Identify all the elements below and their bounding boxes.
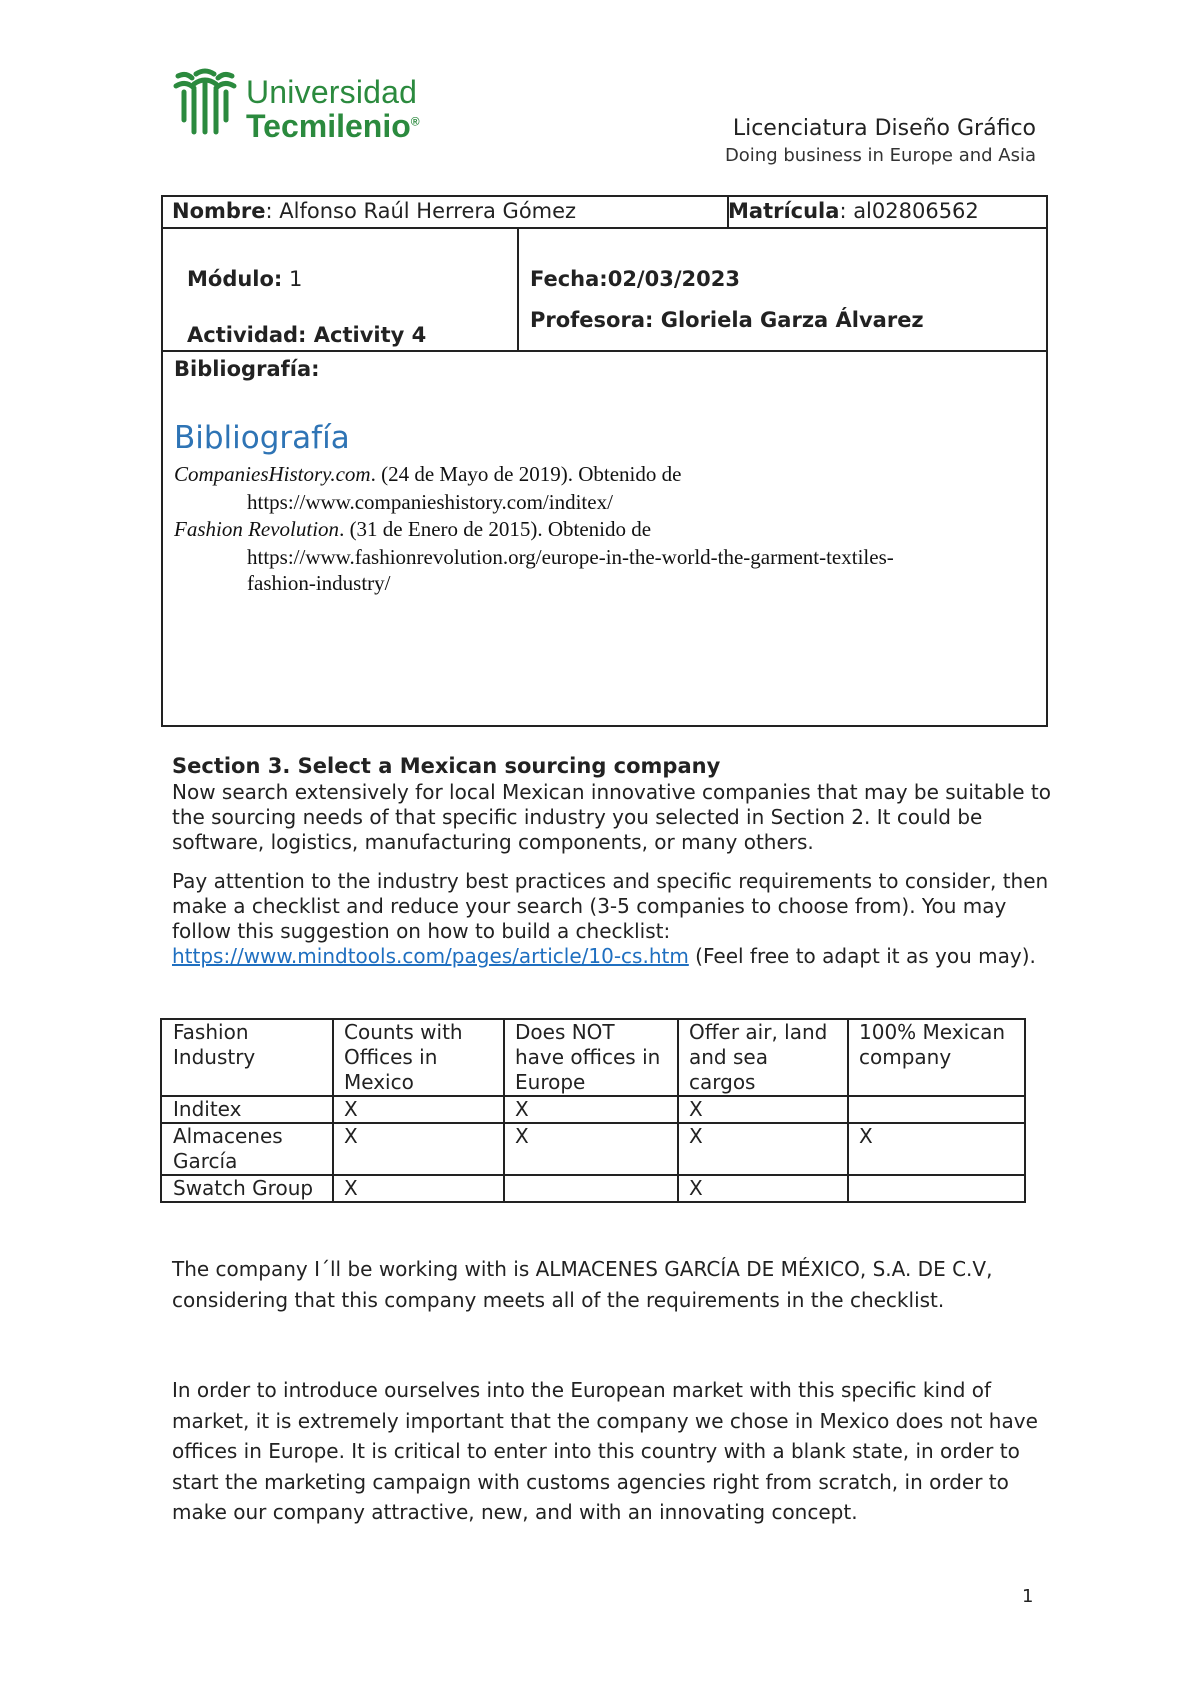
bibliography-label: Bibliografía: — [174, 357, 320, 381]
student-name: Nombre: Alfonso Raúl Herrera Gómez — [172, 199, 577, 223]
table-cell: X — [333, 1096, 504, 1123]
table-header-cell: Fashion Industry — [161, 1019, 333, 1096]
logo-line-universidad: Universidad — [246, 74, 418, 110]
table-header-cell: Offer air, land and sea cargos — [678, 1019, 848, 1096]
table-header-cell: 100% Mexican company — [848, 1019, 1025, 1096]
student-info-box — [161, 195, 1048, 727]
checklist-table — [160, 1018, 1026, 1203]
table-cell: Inditex — [161, 1096, 333, 1123]
reference-2-url: https://www.fashionrevolution.org/europe-in-the-world-the-garment-textiles- — [247, 545, 894, 569]
reference-1: CompaniesHistory.com. (24 de Mayo de 2019). Obtenido de — [174, 462, 682, 486]
reference-1-url: https://www.companieshistory.com/inditex/ — [247, 490, 613, 514]
degree-title: Licenciatura Diseño Gráfico — [732, 116, 1036, 141]
professor: Profesora: Gloriela Garza Álvarez — [530, 308, 924, 332]
section-title: Section 3. Select a Mexican sourcing company — [172, 754, 721, 778]
table-cell — [848, 1175, 1025, 1202]
bibliography-heading: Bibliografía — [174, 420, 350, 456]
table-cell — [504, 1175, 678, 1202]
table-row — [161, 1123, 1025, 1175]
table-cell: X — [678, 1096, 848, 1123]
conclusion-paragraph-1: The company I´ll be working with is ALMACENES GARCÍA DE MÉXICO, S.A. DE C.V, considering that this company meets all of the requirements in the checklist. — [172, 1257, 993, 1312]
course-subtitle: Doing business in Europe and Asia — [724, 145, 1036, 166]
logo-line-tecmilenio: Tecmilenio® — [246, 108, 420, 144]
date: Fecha:02/03/2023 — [530, 267, 740, 291]
table-cell: X — [333, 1123, 504, 1175]
table-row — [161, 1096, 1025, 1123]
table-cell: X — [848, 1123, 1025, 1175]
table-cell: Swatch Group — [161, 1175, 333, 1202]
module-number: Módulo: 1 — [187, 267, 303, 291]
table-cell: X — [504, 1123, 678, 1175]
page-number: 1 — [1022, 1586, 1034, 1607]
info-row-name — [163, 197, 1046, 229]
table-cell: Almacenes García — [161, 1123, 333, 1175]
section-paragraph-1: Now search extensively for local Mexican innovative companies that may be suitable to the sourcing needs of that specific industry you selected in Section 2. It could be software, logistics, manufacturing components, or many others. — [172, 780, 1052, 854]
university-logo — [172, 68, 442, 146]
table-cell: X — [678, 1123, 848, 1175]
reference-2-url-cont: fashion-industry/ — [247, 571, 391, 595]
activity-name: Actividad: Activity 4 — [187, 323, 427, 347]
mindtools-link[interactable]: https://www.mindtools.com/pages/article/10-cs.htm — [172, 944, 689, 968]
table-header-row — [161, 1019, 1025, 1096]
table-cell: X — [504, 1096, 678, 1123]
table-cell: X — [678, 1175, 848, 1202]
table-row — [161, 1175, 1025, 1202]
info-row-module — [163, 227, 1046, 352]
conclusion-paragraph-2: In order to introduce ourselves into the European market with this specific kind of market, it is extremely important that the company we chose in Mexico does not have offices in Europe. It is critical to enter into this country with a blank state, in order to start the marketing campaign with customs agencies right from scratch, in order to make our company attractive, new, and with an innovating concept. — [172, 1378, 1038, 1524]
section-paragraph-2: Pay attention to the industry best practices and specific requirements to consider, then make a checklist and reduce your search (3-5 companies to choose from). You may follow this suggestion on how to build a checklist: https://www.mindtools.com/pages/article/10-cs.htm (Feel free to adapt it as you may). — [172, 869, 1049, 968]
table-cell: X — [333, 1175, 504, 1202]
cell-divider — [517, 227, 519, 350]
table-header-cell: Does NOT have offices in Europe — [504, 1019, 678, 1096]
tecmilenio-leaf-icon — [172, 68, 238, 138]
table-cell — [848, 1096, 1025, 1123]
student-id: Matrícula: al02806562 — [728, 199, 979, 223]
reference-2: Fashion Revolution. (31 de Enero de 2015). Obtenido de — [174, 517, 652, 541]
table-header-cell: Counts with Offices in Mexico — [333, 1019, 504, 1096]
